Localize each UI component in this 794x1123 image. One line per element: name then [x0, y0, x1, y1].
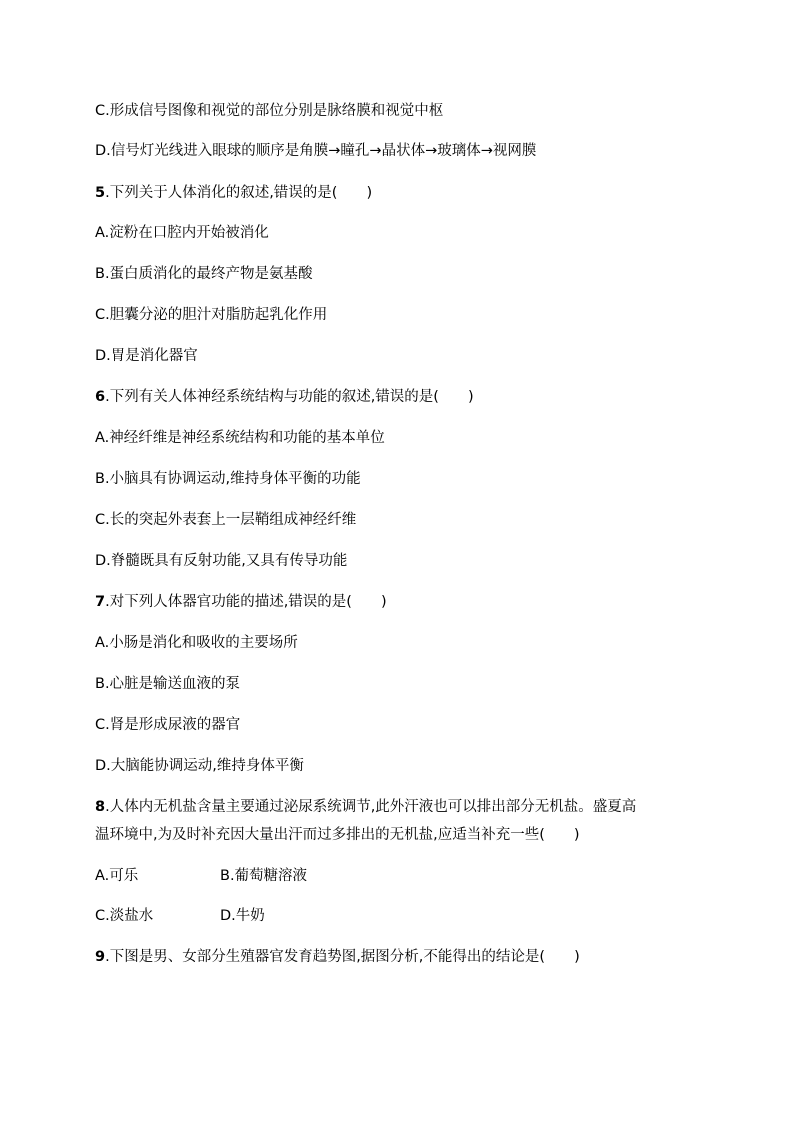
question-9-number: 9: [95, 949, 106, 965]
question-6-number: 6: [95, 389, 106, 405]
question-7-option-d: D.大脑能协调运动,维持身体平衡: [95, 758, 304, 774]
question-8-number: 8: [95, 799, 106, 815]
question-5-option-c: C.胆囊分泌的胆汁对脂肪起乳化作用: [95, 307, 328, 323]
question-6-option-c: C.长的突起外表套上一层鞘组成神经纤维: [95, 512, 357, 528]
question-7-option-c: C.肾是形成尿液的器官: [95, 717, 241, 733]
question-5-option-a: A.淀粉在口腔内开始被消化: [95, 225, 269, 241]
question-6-option-a: A.神经纤维是神经系统结构和功能的基本单位: [95, 430, 385, 446]
question-8-stem-line-2: 温环境中,为及时补充因大量出汗而过多排出的无机盐,应适当补充一些( ): [95, 827, 580, 843]
question-5-option-d: D.胃是消化器官: [95, 348, 198, 364]
question-9-text: .下图是男、女部分生殖器官发育趋势图,据图分析,不能得出的结论是( ): [105, 949, 580, 965]
question-7-option-a: A.小肠是消化和吸收的主要场所: [95, 635, 298, 651]
prev-option-c: C.形成信号图像和视觉的部位分别是脉络膜和视觉中枢: [95, 103, 444, 119]
prev-option-d: D.信号灯光线进入眼球的顺序是角膜→瞳孔→晶状体→玻璃体→视网膜: [95, 143, 537, 159]
question-7-option-b: B.心脏是输送血液的泵: [95, 676, 241, 692]
question-7-text: .对下列人体器官功能的描述,错误的是( ): [105, 594, 387, 610]
question-9-stem: [95, 947, 580, 967]
question-7-number: 7: [95, 594, 106, 610]
question-6-option-d: D.脊髓既具有反射功能,又具有传导功能: [95, 553, 348, 569]
question-5-text: .下列关于人体消化的叙述,错误的是( ): [105, 185, 373, 201]
question-8-option-a: A.可乐: [95, 868, 139, 884]
question-5-stem: [95, 183, 372, 203]
question-5-option-b: B.蛋白质消化的最终产物是氨基酸: [95, 266, 313, 282]
question-7-stem: [95, 592, 387, 612]
question-6-text: .下列有关人体神经系统结构与功能的叙述,错误的是( ): [105, 389, 474, 405]
question-6-option-b: B.小脑具有协调运动,维持身体平衡的功能: [95, 471, 361, 487]
question-6-stem: [95, 387, 474, 407]
question-8-option-b: B.葡萄糖溶液: [220, 868, 308, 884]
question-8-stem-line-1: [95, 797, 636, 817]
question-8-option-c: C.淡盐水: [95, 908, 154, 924]
question-5-number: 5: [95, 185, 106, 201]
question-8-text-1: .人体内无机盐含量主要通过泌尿系统调节,此外汗液也可以排出部分无机盐。盛夏高: [105, 799, 637, 815]
question-8-option-d: D.牛奶: [220, 908, 265, 924]
